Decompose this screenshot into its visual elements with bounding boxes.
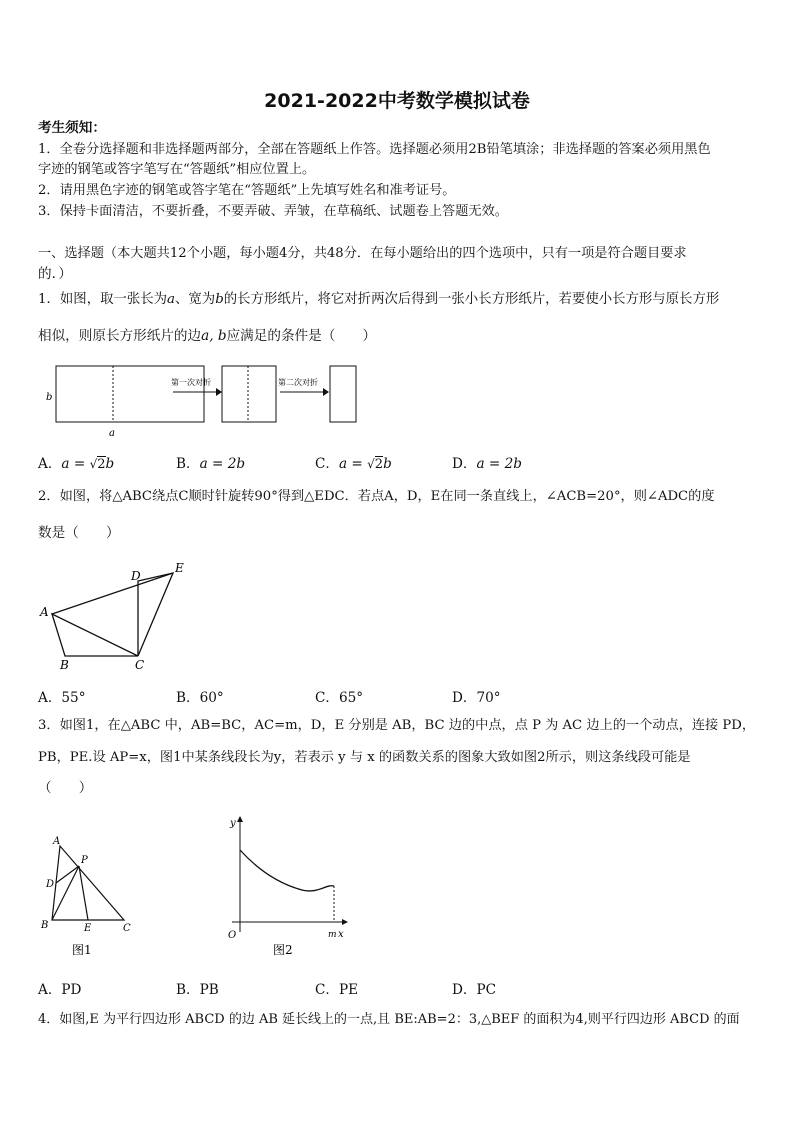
option-expr-rhs: b bbox=[105, 456, 115, 472]
figure-1-caption: 图1 bbox=[72, 943, 92, 957]
line-ade bbox=[52, 573, 173, 614]
option-expr-lhs: a = bbox=[61, 456, 90, 472]
q3-text-line-2: PB，PE.设 AP=x，图1中某条线段长为y，若表示 y 与 x 的函数关系的图象大致如图2所示，则这条线段可能是 bbox=[38, 750, 691, 765]
triangle-abc bbox=[52, 614, 138, 656]
quarter-rectangle bbox=[330, 366, 356, 422]
q2-rotation-figure bbox=[36, 558, 196, 674]
q3-option-c[interactable]: C．PE bbox=[315, 982, 359, 998]
label-B: B bbox=[41, 920, 49, 931]
q1-folding-figure bbox=[40, 360, 370, 440]
label-x: x bbox=[338, 929, 344, 940]
notice-line-4: 3．保持卡面清洁，不要折叠，不要弄破、弄皱，在草稿纸、试题卷上答题无效。 bbox=[38, 204, 508, 219]
option-expr-rhs: b bbox=[383, 456, 392, 472]
notice-line-1: 1．全卷分选择题和非选择题两部分，全部在答题纸上作答。选择题必须用2B铅笔填涂；非选择题的答案必须用黑色 bbox=[38, 142, 711, 157]
label-C: C bbox=[135, 658, 145, 672]
q3-text-line-1: 3．如图1，在△ABC 中，AB=BC，AC=m，D，E 分别是 AB，BC 边的中点，点 P 为 AC 边上的一个动点，连接 PD， bbox=[38, 718, 756, 733]
q4-text-line-1: 4．如图,E 为平行四边形 ABCD 的边 AB 延长线上的一点,且 BE:AB=2：3,△BEF 的面积为4,则平行四边形 ABCD 的面 bbox=[38, 1012, 740, 1027]
y-axis-arrow bbox=[237, 816, 243, 822]
q1-text-part: 、宽为 bbox=[175, 292, 216, 307]
label-C: C bbox=[123, 923, 131, 934]
triangle-abc bbox=[52, 846, 124, 920]
label-A: A bbox=[40, 605, 49, 619]
section-heading-line-1: 一、选择题（本大题共12个小题，每小题4分，共48分．在每小题给出的四个选项中，只有一项是符合题目要求 bbox=[38, 246, 687, 261]
triangle-edc bbox=[138, 573, 173, 656]
q1-text-part: 应满足的条件是（ ） bbox=[226, 328, 377, 344]
label-b: b bbox=[46, 392, 53, 403]
q1-var-a: a bbox=[167, 292, 176, 307]
q1-option-c[interactable] bbox=[315, 452, 392, 472]
q1-option-b[interactable] bbox=[176, 452, 245, 472]
q2-text-line-1: 2．如图，将△ABC绕点C顺时针旋转90°得到△EDC．若点A，D，E在同一条直线上，∠ACB=20°，则∠ADC的度 bbox=[38, 489, 715, 504]
label-m: m bbox=[328, 930, 337, 940]
label-a: a bbox=[109, 428, 115, 439]
q2-text-line-2: 数是（ ） bbox=[38, 525, 120, 541]
arrowhead-2 bbox=[323, 388, 329, 396]
q2-option-a[interactable]: A．55° bbox=[38, 690, 86, 706]
q1-var-ab: a, b bbox=[201, 328, 227, 344]
segment-pd bbox=[56, 866, 79, 883]
option-radicand: 2 bbox=[374, 457, 384, 472]
label-fold-2: 第二次对折 bbox=[278, 378, 318, 387]
sqrt-icon: √ bbox=[367, 457, 375, 471]
section-heading-line-2: 的．） bbox=[38, 266, 72, 282]
q3-figure-2 bbox=[220, 812, 360, 962]
q3-option-a[interactable]: A．PD bbox=[38, 982, 82, 998]
half-rectangle bbox=[222, 366, 276, 422]
function-curve bbox=[240, 850, 334, 891]
label-fold-1: 第一次对折 bbox=[171, 378, 211, 387]
option-label: B． bbox=[176, 456, 200, 472]
q1-var-b: b bbox=[215, 292, 224, 307]
x-axis-arrow bbox=[342, 919, 348, 925]
option-label: A． bbox=[38, 456, 62, 472]
label-y: y bbox=[230, 818, 236, 829]
label-B: B bbox=[60, 658, 69, 672]
option-label: C． bbox=[315, 456, 339, 472]
q1-option-d[interactable] bbox=[452, 452, 522, 472]
q3-option-d[interactable]: D．PC bbox=[452, 982, 497, 998]
q2-option-d[interactable]: D．70° bbox=[452, 690, 501, 706]
label-E: E bbox=[175, 561, 184, 575]
option-expr: a = 2b bbox=[199, 456, 246, 472]
q1-option-a[interactable] bbox=[38, 452, 114, 472]
sqrt-icon: √ bbox=[89, 457, 98, 471]
notice-line-3: 2．请用黑色字迹的钢笔或答字笔在“答题纸”上先填写姓名和准考证号。 bbox=[38, 183, 456, 198]
option-label: D． bbox=[452, 456, 477, 472]
original-rectangle bbox=[56, 366, 204, 422]
arrowhead-1 bbox=[216, 388, 222, 396]
q1-text-part: 1．如图，取一张长为 bbox=[38, 292, 168, 307]
q3-figure-1 bbox=[36, 830, 146, 965]
option-expr: a = 2b bbox=[476, 456, 522, 472]
q3-option-b[interactable]: B．PB bbox=[176, 982, 219, 998]
figure-2-caption: 图2 bbox=[273, 943, 293, 957]
segment-pe bbox=[79, 866, 88, 920]
q1-text-line-2 bbox=[38, 326, 376, 346]
q1-text-line-1 bbox=[38, 290, 719, 310]
label-E: E bbox=[84, 923, 92, 934]
q2-option-c[interactable]: C．65° bbox=[315, 690, 364, 706]
segment-pb bbox=[52, 866, 79, 920]
notice-line-2: 字迹的钢笔或答字笔写在“答题纸”相应位置上。 bbox=[38, 162, 316, 177]
q3-text-line-3: （ ） bbox=[38, 780, 93, 796]
label-D: D bbox=[131, 569, 141, 583]
page-title: 2021-2022中考数学模拟试卷 bbox=[264, 90, 530, 112]
label-A: A bbox=[53, 836, 61, 847]
notice-heading: 考生须知： bbox=[38, 120, 106, 136]
label-O: O bbox=[228, 930, 237, 941]
option-expr-lhs: a = bbox=[339, 456, 368, 472]
q1-text-part: 的长方形纸片，将它对折两次后得到一张小长方形纸片，若要使小长方形与原长方形 bbox=[223, 292, 720, 307]
q1-text-part: 相似，则原长方形纸片的边 bbox=[38, 328, 202, 344]
option-radicand: 2 bbox=[97, 457, 106, 472]
label-P: P bbox=[81, 855, 88, 866]
q2-option-b[interactable]: B．60° bbox=[176, 690, 224, 706]
label-D: D bbox=[46, 879, 55, 890]
